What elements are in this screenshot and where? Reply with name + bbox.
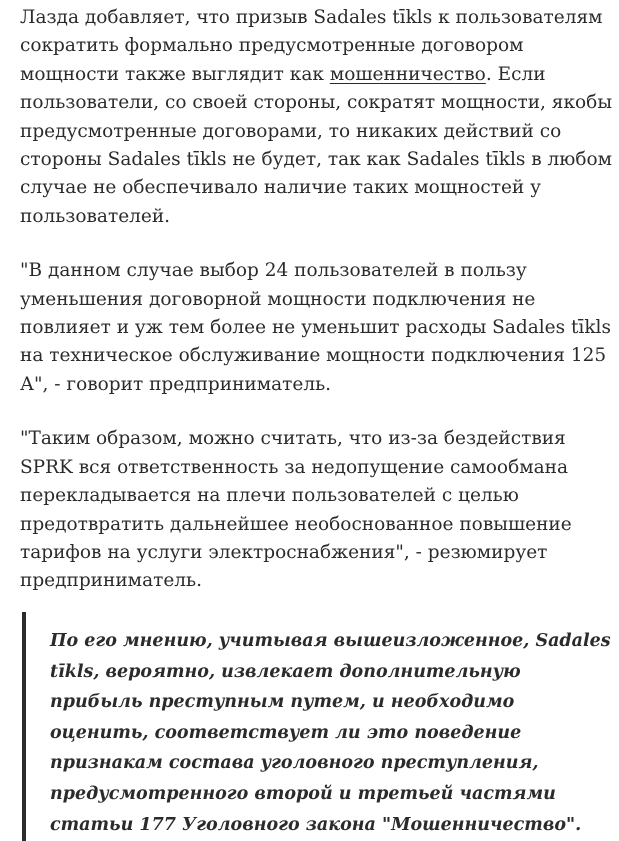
- article-body: [20, 4, 618, 596]
- paragraph-1-text-start: Лазда добавляет, что призыв Sadales tīkls к пользователям сократить формально предусмотренные договором мощности также выглядит как: [20, 7, 603, 85]
- pull-quote-text: По его мнению, учитывая вышеизложенное, Sadales tīkls, вероятно, извлекает дополнительную прибыль преступным путем, и необходимо оценить, соответствует ли это поведение признакам состава уголовного преступления, предусмотренного второй и третьей частями статьи 177 Уголовного закона "Мошенничество".: [50, 631, 611, 835]
- paragraph-3: "Таким образом, можно считать, что из-за бездействия SPRK вся ответственность за недопущение самообмана перекладывается на плечи пользователей с целью предотвратить дальнейшее необоснованное повышение тарифов на услуги электроснабжения", - резюмирует предприниматель.: [20, 428, 572, 592]
- paragraph-2: "В данном случае выбор 24 пользователей в пользу уменьшения договорной мощности подключения не повлияет и уж тем более не уменьшит расходы Sadales tīkls на техническое обслуживание мощности подключения 125 А", - говорит предприниматель.: [20, 260, 611, 395]
- fraud-link[interactable]: мошенничество: [329, 63, 486, 85]
- paragraph-1-text-end: . Если пользователи, со своей стороны, сократят мощности, якобы предусмотренные договорами, то никаких действий со стороны Sadales tīkls не будет, так как Sadales tīkls в любом случае не обеспечивало наличие таких мощностей у пользователей.: [20, 63, 613, 227]
- paragraph-1: [20, 4, 618, 231]
- pull-quote: [22, 612, 618, 841]
